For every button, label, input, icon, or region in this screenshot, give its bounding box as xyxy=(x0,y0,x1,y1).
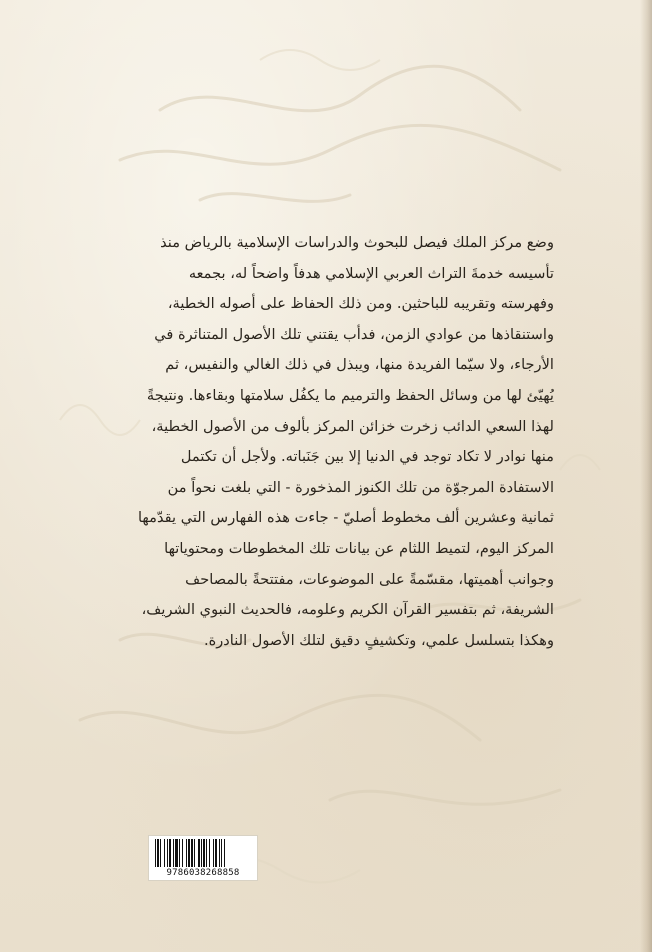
blurb-line: وفهرسته وتقريبه للباحثين. ومن ذلك الحفاظ على أصوله الخطية، xyxy=(167,295,554,313)
barcode-bars xyxy=(155,839,251,867)
barcode-bar xyxy=(201,839,202,867)
barcode-bar xyxy=(169,839,171,867)
blurb-line: تأسيسه خدمةَ التراث العربي الإسلامي هدفاً واضحاً له، بجمعه xyxy=(188,264,554,282)
barcode-bar xyxy=(157,839,159,867)
blurb-line: الشريفة، ثم بتفسير القرآن الكريم وعلومه، فالحديث النبوي الشريف، xyxy=(141,601,554,619)
blurb-line: لهذا السعي الدائب زخرت خزائن المركز بألوف من الأصول الخطية، xyxy=(151,417,554,435)
barcode-bar xyxy=(155,839,156,867)
barcode-number: 9786038268858 xyxy=(166,868,240,878)
blurb-line: وهكذا بتسلسل علمي، وتكشيفٍ دقيق لتلك الأصول النادرة. xyxy=(203,631,554,649)
blurb-line: الأرجاء، ولا سيّما الفريدة منها، ويبذل في ذلك الغالي والنفيس، ثم xyxy=(165,356,554,374)
barcode-bar xyxy=(164,839,165,867)
blurb-line: منها نوادر لا تكاد توجد في الدنيا إلا بين جَنَباته. ولأجل أن تكتمل xyxy=(180,448,554,466)
barcode-bar xyxy=(194,839,195,867)
blurb-line: وجوانب أهميتها، مقسّمةً على الموضوعات، مفتتحةً بالمصاحف xyxy=(185,570,554,588)
barcode-bar xyxy=(224,839,225,867)
barcode-bar xyxy=(175,839,178,867)
blurb-line: ثمانية وعشرين ألف مخطوط أصليّ - جاءت هذه الفهارس التي يقدّمها xyxy=(137,509,554,527)
barcode-bar xyxy=(219,839,220,867)
blurb-text xyxy=(92,228,554,656)
barcode-bar xyxy=(186,839,187,867)
barcode-bar xyxy=(173,839,174,867)
barcode-bar xyxy=(213,839,214,867)
barcode-bar xyxy=(198,839,200,867)
barcode-bar xyxy=(221,839,222,867)
blurb-line: واستنقاذها من عوادي الزمن، فدأب يقتني تلك الأصول المتناثرة في xyxy=(154,325,554,343)
barcode-bar xyxy=(191,839,193,867)
barcode-bar xyxy=(182,839,183,867)
barcode-bar xyxy=(188,839,190,867)
barcode-bar xyxy=(160,839,161,867)
blurb-line: المركز اليوم، لتميط اللثام عن بيانات تلك المخطوطات ومحتوياتها xyxy=(164,539,554,557)
blurb-line: وضع مركز الملك فيصل للبحوث والدراسات الإسلامية بالرياض منذ xyxy=(160,234,554,251)
barcode-bar xyxy=(209,839,210,867)
barcode-bar xyxy=(206,839,207,867)
blurb-line: الاستفادة المرجوّة من تلك الكنوز المذخورة - التي بلغت نحواً من xyxy=(167,478,554,496)
barcode-bar xyxy=(179,839,180,867)
barcode-bar xyxy=(203,839,205,867)
barcode-bar xyxy=(215,839,217,867)
barcode-bar xyxy=(167,839,168,867)
spine-edge xyxy=(640,0,652,952)
isbn-barcode xyxy=(148,835,258,881)
blurb-line: يُهيّئ لها من وسائل الحفظ والترميم ما يكفُل سلامتها وبقاءها. ونتيجةً xyxy=(146,386,554,404)
